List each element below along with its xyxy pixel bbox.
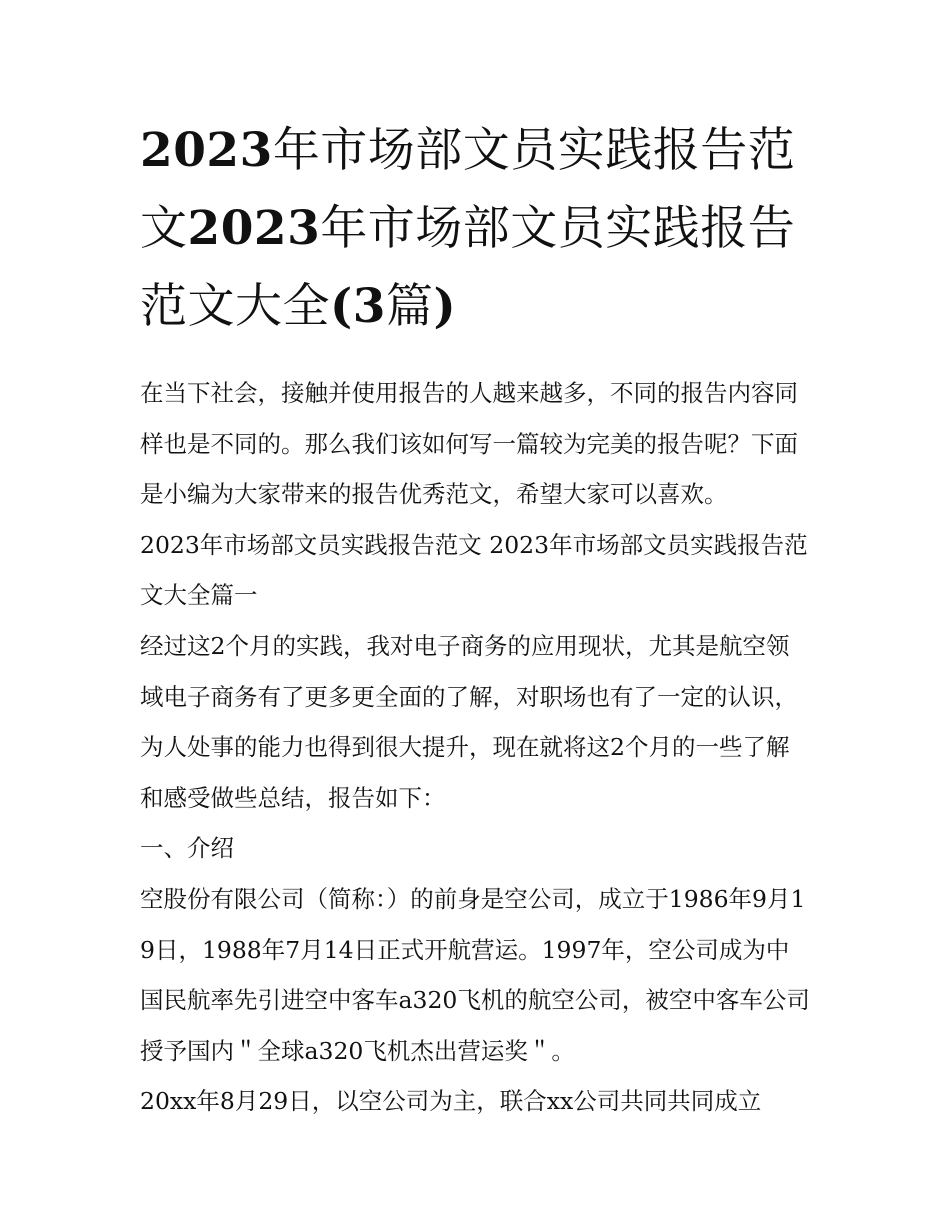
title-count-unit: 篇 [385,279,434,334]
document-body [140,368,812,1127]
paragraph-company-founding: 20xx年8月29日，以空公司为主，联合xx公司共同共同成立 [140,1087,762,1116]
paragraph-section-heading: 2023年市场部文员实践报告范文 2023年市场部文员实践报告范文大全篇一 [140,530,808,610]
paragraph-company-history: 空股份有限公司（简称：）的前身是空公司，成立于1986年9月19日，1988年7月14日正式开航营运。1997年，空公司成为中国民航率先引进空中客车a320飞机的航空公司，被空中客车公司授予国内＂全球a320飞机杰出营运奖＂。 [140,884,810,1065]
paragraph-summary: 经过这2个月的实践，我对电子商务的应用现状，尤其是航空领域电子商务有了更多更全面的了解，对职场也有了一定的认识，为人处事的能力也得到很大提升，现在就将这2个月的一些了解和感受做些总结，报告如下： [140,631,798,812]
title-count-open: (3 [330,279,386,334]
title-year-2: 2023 [187,201,321,256]
document-title [140,112,812,346]
title-count-close: ) [433,279,457,334]
title-year-1: 2023 [140,123,273,178]
paragraph-intro: 在当下社会，接触并使用报告的人越来越多，不同的报告内容同样也是不同的。那么我们该如何写一篇较为完美的报告呢？下面是小编为大家带来的报告优秀范文，希望大家可以喜欢。 [140,379,798,509]
title-text-2: 年市场部文员实践报告范文大全 [140,201,796,334]
document-page [140,112,812,1127]
title-text-1: 年市场部文员实践报告范文 [140,123,796,256]
paragraph-heading-introduction: 一、介绍 [140,834,234,863]
